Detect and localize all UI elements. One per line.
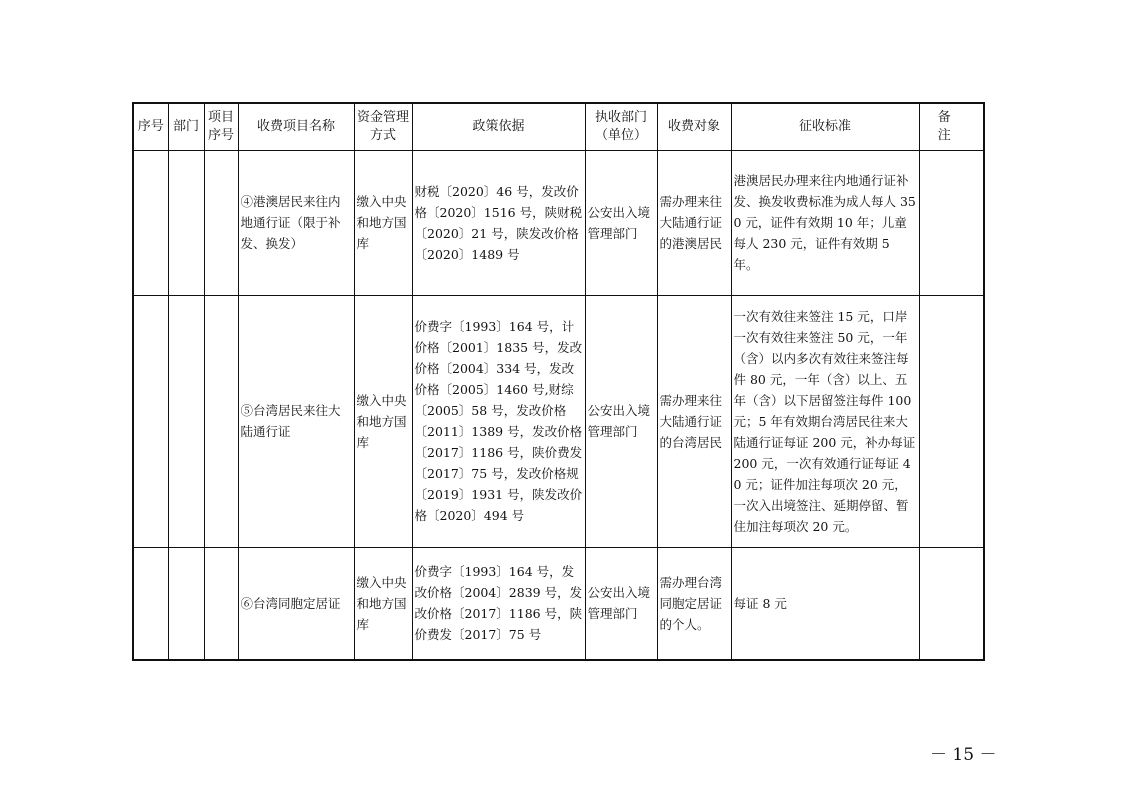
cell-executor: 公安出入境管理部门: [585, 295, 657, 547]
cell-item-name: ⑤台湾居民来往大陆通行证: [238, 295, 354, 547]
cell-target: 需办理来往大陆通行证的台湾居民: [657, 295, 731, 547]
cell-seq: [133, 295, 168, 547]
cell-seq: [133, 547, 168, 660]
cell-fund-mgmt: 缴入中央和地方国库: [354, 150, 412, 295]
cell-item-seq: [204, 150, 238, 295]
table-header-row: [133, 103, 984, 150]
page-number: － 15 －: [930, 745, 997, 765]
cell-target: 需办理来往大陆通行证的港澳居民: [657, 150, 731, 295]
cell-notes: [919, 547, 984, 660]
header-standard: 征收标准: [731, 103, 919, 150]
cell-policy: 价费字〔1993〕164 号，计价格〔2001〕1835 号，发改价格〔2004〕334 号，发改价格〔2005〕1460 号,财综〔2005〕58 号，发改价格〔2011〕1389 号，发改价格〔2017〕1186 号，陕价费发〔2017〕75 号，发改价格规〔2019〕1931 号，陕发改价格〔2020〕494 号: [412, 295, 585, 547]
cell-dept: [168, 295, 204, 547]
cell-policy: 财税〔2020〕46 号，发改价格〔2020〕1516 号，陕财税〔2020〕21 号，陕发改价格〔2020〕1489 号: [412, 150, 585, 295]
header-item-name: 收费项目名称: [238, 103, 354, 150]
header-executor: 执收部门（单位）: [585, 103, 657, 150]
cell-fund-mgmt: 缴入中央和地方国库: [354, 547, 412, 660]
fee-table: [132, 102, 985, 661]
header-notes: 备 注: [919, 103, 984, 150]
cell-fund-mgmt: 缴入中央和地方国库: [354, 295, 412, 547]
table-row: [133, 547, 984, 660]
cell-standard: 每证 8 元: [731, 547, 919, 660]
cell-executor: 公安出入境管理部门: [585, 150, 657, 295]
cell-notes: [919, 150, 984, 295]
cell-target: 需办理台湾同胞定居证的个人。: [657, 547, 731, 660]
header-seq: 序号: [133, 103, 168, 150]
cell-standard: 一次有效往来签注 15 元，口岸一次有效往来签注 50 元，一年（含）以内多次有效往来签注每件 80 元，一年（含）以上、五年（含）以下居留签注每件 100 元；5 年有效期台湾居民往来大陆通行证每证 200 元，补办每证 200 元，一次有效通行证每证 40 元；证件加注每项次 20 元，一次入出境签注、延期停留、暂住加注每项次 20 元。: [731, 295, 919, 547]
cell-policy: 价费字〔1993〕164 号，发改价格〔2004〕2839 号，发改价格〔2017〕1186 号，陕价费发〔2017〕75 号: [412, 547, 585, 660]
table-row: [133, 295, 984, 547]
header-target: 收费对象: [657, 103, 731, 150]
cell-seq: [133, 150, 168, 295]
cell-item-name: ⑥台湾同胞定居证: [238, 547, 354, 660]
header-fund-mgmt: 资金管理方式: [354, 103, 412, 150]
header-dept: 部门: [168, 103, 204, 150]
header-item-seq: 项目序号: [204, 103, 238, 150]
table-row: [133, 150, 984, 295]
cell-standard: 港澳居民办理来往内地通行证补发、换发收费标准为成人每人 350 元，证件有效期 10 年；儿童每人 230 元，证件有效期 5 年。: [731, 150, 919, 295]
cell-item-name: ④港澳居民来往内地通行证（限于补发、换发）: [238, 150, 354, 295]
header-policy: 政策依据: [412, 103, 585, 150]
cell-notes: [919, 295, 984, 547]
cell-executor: 公安出入境管理部门: [585, 547, 657, 660]
cell-item-seq: [204, 295, 238, 547]
cell-dept: [168, 547, 204, 660]
cell-dept: [168, 150, 204, 295]
cell-item-seq: [204, 547, 238, 660]
